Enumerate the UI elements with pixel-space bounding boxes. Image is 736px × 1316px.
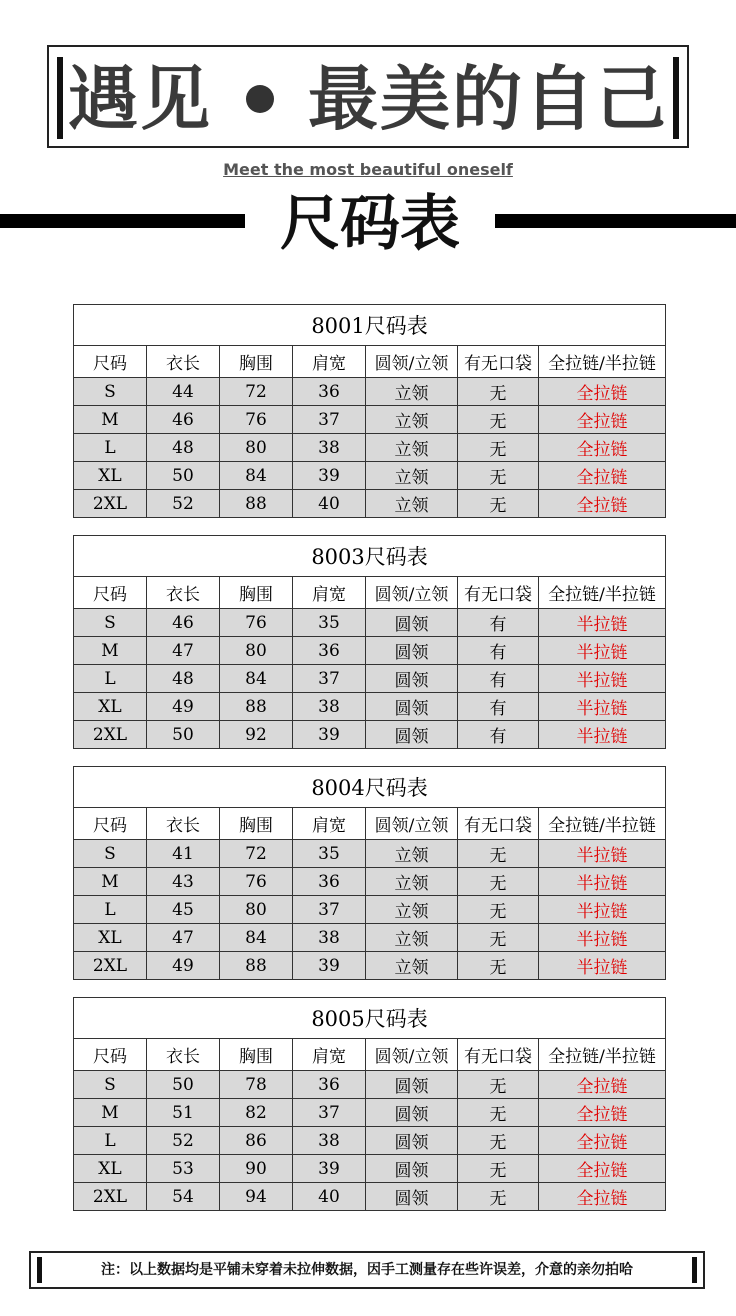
column-header: 胸围 <box>220 346 293 378</box>
table-cell: 立领 <box>366 406 458 434</box>
column-header: 衣长 <box>147 808 220 840</box>
column-header: 有无口袋 <box>458 577 539 609</box>
table-cell: 36 <box>293 868 366 896</box>
table-cell: 45 <box>147 896 220 924</box>
table-row <box>74 490 666 518</box>
table-cell: 有 <box>458 665 539 693</box>
table-cell: L <box>74 434 147 462</box>
table-cell: 88 <box>220 693 293 721</box>
table-cell: L <box>74 896 147 924</box>
table-cell: 88 <box>220 490 293 518</box>
table-cell: 圆领 <box>366 609 458 637</box>
column-header: 圆领/立领 <box>366 1039 458 1071</box>
table-cell: 39 <box>293 462 366 490</box>
table-cell: 立领 <box>366 952 458 980</box>
table-cell: S <box>74 378 147 406</box>
table-header-row <box>74 577 666 609</box>
table-cell: 半拉链 <box>539 665 666 693</box>
column-header: 全拉链/半拉链 <box>539 346 666 378</box>
table-title: 8005尺码表 <box>74 998 666 1039</box>
table-row <box>74 637 666 665</box>
table-cell: 无 <box>458 840 539 868</box>
table-cell: 立领 <box>366 490 458 518</box>
table-cell: 44 <box>147 378 220 406</box>
table-cell: 半拉链 <box>539 721 666 749</box>
table-cell: 圆领 <box>366 1183 458 1211</box>
table-cell: 52 <box>147 1127 220 1155</box>
table-cell: 47 <box>147 924 220 952</box>
table-row <box>74 1155 666 1183</box>
hero-title-right: 最美的自己 <box>308 58 668 140</box>
table-cell: 立领 <box>366 434 458 462</box>
table-cell: 全拉链 <box>539 1155 666 1183</box>
size-table <box>73 766 666 980</box>
table-cell: 84 <box>220 665 293 693</box>
table-cell: 37 <box>293 1099 366 1127</box>
table-cell: M <box>74 868 147 896</box>
table-cell: 88 <box>220 952 293 980</box>
table-cell: 46 <box>147 609 220 637</box>
column-header: 肩宽 <box>293 1039 366 1071</box>
table-cell: 全拉链 <box>539 490 666 518</box>
table-cell: XL <box>74 1155 147 1183</box>
table-cell: 94 <box>220 1183 293 1211</box>
table-header-row <box>74 1039 666 1071</box>
table-cell: S <box>74 840 147 868</box>
column-header: 胸围 <box>220 808 293 840</box>
table-cell: 36 <box>293 378 366 406</box>
table-cell: XL <box>74 924 147 952</box>
column-header: 衣长 <box>147 346 220 378</box>
column-header: 胸围 <box>220 577 293 609</box>
table-cell: 立领 <box>366 840 458 868</box>
table-cell: 半拉链 <box>539 840 666 868</box>
table-cell: 2XL <box>74 952 147 980</box>
table-cell: 圆领 <box>366 637 458 665</box>
table-cell: 无 <box>458 952 539 980</box>
hero-title <box>49 55 687 143</box>
table-cell: 35 <box>293 840 366 868</box>
table-cell: 无 <box>458 490 539 518</box>
table-cell: 半拉链 <box>539 609 666 637</box>
column-header: 尺码 <box>74 346 147 378</box>
size-table <box>73 304 666 518</box>
table-row <box>74 924 666 952</box>
hero-title-left: 遇见 <box>68 58 212 140</box>
table-cell: 39 <box>293 952 366 980</box>
table-cell: 80 <box>220 434 293 462</box>
table-cell: 无 <box>458 868 539 896</box>
column-header: 有无口袋 <box>458 346 539 378</box>
table-cell: 35 <box>293 609 366 637</box>
table-cell: 无 <box>458 1099 539 1127</box>
column-header: 尺码 <box>74 808 147 840</box>
table-cell: 54 <box>147 1183 220 1211</box>
column-header: 全拉链/半拉链 <box>539 808 666 840</box>
table-cell: M <box>74 406 147 434</box>
column-header: 肩宽 <box>293 346 366 378</box>
table-cell: 半拉链 <box>539 868 666 896</box>
table-cell: XL <box>74 693 147 721</box>
table-cell: M <box>74 1099 147 1127</box>
table-cell: 立领 <box>366 462 458 490</box>
table-header-row <box>74 808 666 840</box>
table-cell: 全拉链 <box>539 1099 666 1127</box>
table-cell: 84 <box>220 462 293 490</box>
table-row <box>74 721 666 749</box>
table-cell: 圆领 <box>366 665 458 693</box>
table-cell: 38 <box>293 924 366 952</box>
table-cell: 半拉链 <box>539 896 666 924</box>
table-cell: S <box>74 609 147 637</box>
subtitle: Meet the most beautiful oneself <box>223 160 513 179</box>
column-header: 胸围 <box>220 1039 293 1071</box>
table-cell: 41 <box>147 840 220 868</box>
table-cell: 92 <box>220 721 293 749</box>
table-cell: 全拉链 <box>539 434 666 462</box>
table-cell: S <box>74 1071 147 1099</box>
column-header: 衣长 <box>147 1039 220 1071</box>
table-cell: 80 <box>220 896 293 924</box>
table-row <box>74 609 666 637</box>
table-cell: 半拉链 <box>539 693 666 721</box>
table-cell: 36 <box>293 1071 366 1099</box>
table-row <box>74 840 666 868</box>
table-cell: 39 <box>293 1155 366 1183</box>
table-cell: 立领 <box>366 378 458 406</box>
footer-left-bar <box>37 1257 42 1283</box>
table-cell: XL <box>74 462 147 490</box>
column-header: 衣长 <box>147 577 220 609</box>
column-header: 尺码 <box>74 577 147 609</box>
table-row <box>74 1071 666 1099</box>
footer-right-bar <box>692 1257 697 1283</box>
table-cell: 有 <box>458 721 539 749</box>
table-cell: 有 <box>458 609 539 637</box>
table-cell: 全拉链 <box>539 1071 666 1099</box>
table-cell: 37 <box>293 406 366 434</box>
table-cell: 圆领 <box>366 693 458 721</box>
table-cell: 立领 <box>366 896 458 924</box>
table-cell: 52 <box>147 490 220 518</box>
table-cell: 无 <box>458 896 539 924</box>
table-cell: 76 <box>220 868 293 896</box>
table-cell: 2XL <box>74 490 147 518</box>
table-cell: M <box>74 637 147 665</box>
table-cell: 无 <box>458 378 539 406</box>
table-cell: 无 <box>458 462 539 490</box>
table-cell: 78 <box>220 1071 293 1099</box>
column-header: 肩宽 <box>293 808 366 840</box>
table-cell: 72 <box>220 378 293 406</box>
column-header: 有无口袋 <box>458 1039 539 1071</box>
table-row <box>74 406 666 434</box>
footer-note: 注：以上数据均是平铺未穿着未拉伸数据，因手工测量存在些许误差，介意的亲勿拍哈 <box>101 1262 633 1278</box>
table-cell: 84 <box>220 924 293 952</box>
table-cell: 40 <box>293 1183 366 1211</box>
column-header: 圆领/立领 <box>366 577 458 609</box>
table-cell: 有 <box>458 637 539 665</box>
hero-banner <box>47 45 689 148</box>
table-cell: 38 <box>293 1127 366 1155</box>
table-cell: 46 <box>147 406 220 434</box>
column-header: 圆领/立领 <box>366 808 458 840</box>
size-table <box>73 535 666 749</box>
table-cell: 50 <box>147 721 220 749</box>
table-cell: 半拉链 <box>539 924 666 952</box>
table-title: 8004尺码表 <box>74 767 666 808</box>
table-cell: 圆领 <box>366 721 458 749</box>
table-cell: 无 <box>458 924 539 952</box>
table-cell: 全拉链 <box>539 406 666 434</box>
table-row <box>74 378 666 406</box>
table-cell: 37 <box>293 896 366 924</box>
column-header: 全拉链/半拉链 <box>539 1039 666 1071</box>
column-header: 圆领/立领 <box>366 346 458 378</box>
table-cell: 立领 <box>366 868 458 896</box>
table-cell: 80 <box>220 637 293 665</box>
table-cell: 无 <box>458 434 539 462</box>
table-cell: L <box>74 665 147 693</box>
table-cell: 半拉链 <box>539 637 666 665</box>
table-cell: 50 <box>147 1071 220 1099</box>
table-row <box>74 665 666 693</box>
column-header: 全拉链/半拉链 <box>539 577 666 609</box>
table-cell: 全拉链 <box>539 1127 666 1155</box>
table-cell: 无 <box>458 1071 539 1099</box>
table-cell: 圆领 <box>366 1155 458 1183</box>
table-cell: 圆领 <box>366 1127 458 1155</box>
table-cell: 全拉链 <box>539 1183 666 1211</box>
table-cell: 2XL <box>74 1183 147 1211</box>
table-cell: 圆领 <box>366 1071 458 1099</box>
table-cell: 50 <box>147 462 220 490</box>
table-cell: 无 <box>458 1183 539 1211</box>
table-row <box>74 462 666 490</box>
table-row <box>74 868 666 896</box>
table-cell: 无 <box>458 406 539 434</box>
table-cell: 38 <box>293 434 366 462</box>
table-cell: 半拉链 <box>539 952 666 980</box>
table-cell: 48 <box>147 665 220 693</box>
size-chart-heading: 尺码表 <box>280 189 460 259</box>
heading-rule-right <box>495 214 736 228</box>
table-header-row <box>74 346 666 378</box>
column-header: 尺码 <box>74 1039 147 1071</box>
table-cell: 圆领 <box>366 1099 458 1127</box>
table-cell: 有 <box>458 693 539 721</box>
table-row <box>74 896 666 924</box>
column-header: 有无口袋 <box>458 808 539 840</box>
table-cell: 无 <box>458 1155 539 1183</box>
table-cell: 49 <box>147 693 220 721</box>
table-row <box>74 1099 666 1127</box>
table-title: 8001尺码表 <box>74 305 666 346</box>
table-cell: L <box>74 1127 147 1155</box>
table-cell: 49 <box>147 952 220 980</box>
table-cell: 37 <box>293 665 366 693</box>
table-cell: 全拉链 <box>539 462 666 490</box>
table-cell: 40 <box>293 490 366 518</box>
table-cell: 53 <box>147 1155 220 1183</box>
table-title: 8003尺码表 <box>74 536 666 577</box>
table-row <box>74 1183 666 1211</box>
table-cell: 全拉链 <box>539 378 666 406</box>
footer-note-box <box>29 1251 705 1289</box>
size-table <box>73 997 666 1211</box>
table-cell: 36 <box>293 637 366 665</box>
table-cell: 72 <box>220 840 293 868</box>
table-cell: 43 <box>147 868 220 896</box>
table-cell: 2XL <box>74 721 147 749</box>
table-cell: 48 <box>147 434 220 462</box>
table-row <box>74 693 666 721</box>
table-cell: 76 <box>220 609 293 637</box>
table-cell: 76 <box>220 406 293 434</box>
table-row <box>74 952 666 980</box>
table-cell: 47 <box>147 637 220 665</box>
column-header: 肩宽 <box>293 577 366 609</box>
table-cell: 38 <box>293 693 366 721</box>
table-cell: 立领 <box>366 924 458 952</box>
table-cell: 无 <box>458 1127 539 1155</box>
heading-rule-left <box>0 214 245 228</box>
table-cell: 51 <box>147 1099 220 1127</box>
table-cell: 39 <box>293 721 366 749</box>
table-cell: 86 <box>220 1127 293 1155</box>
table-cell: 82 <box>220 1099 293 1127</box>
bullet-dot-icon <box>246 85 274 113</box>
table-cell: 90 <box>220 1155 293 1183</box>
table-row <box>74 434 666 462</box>
table-row <box>74 1127 666 1155</box>
